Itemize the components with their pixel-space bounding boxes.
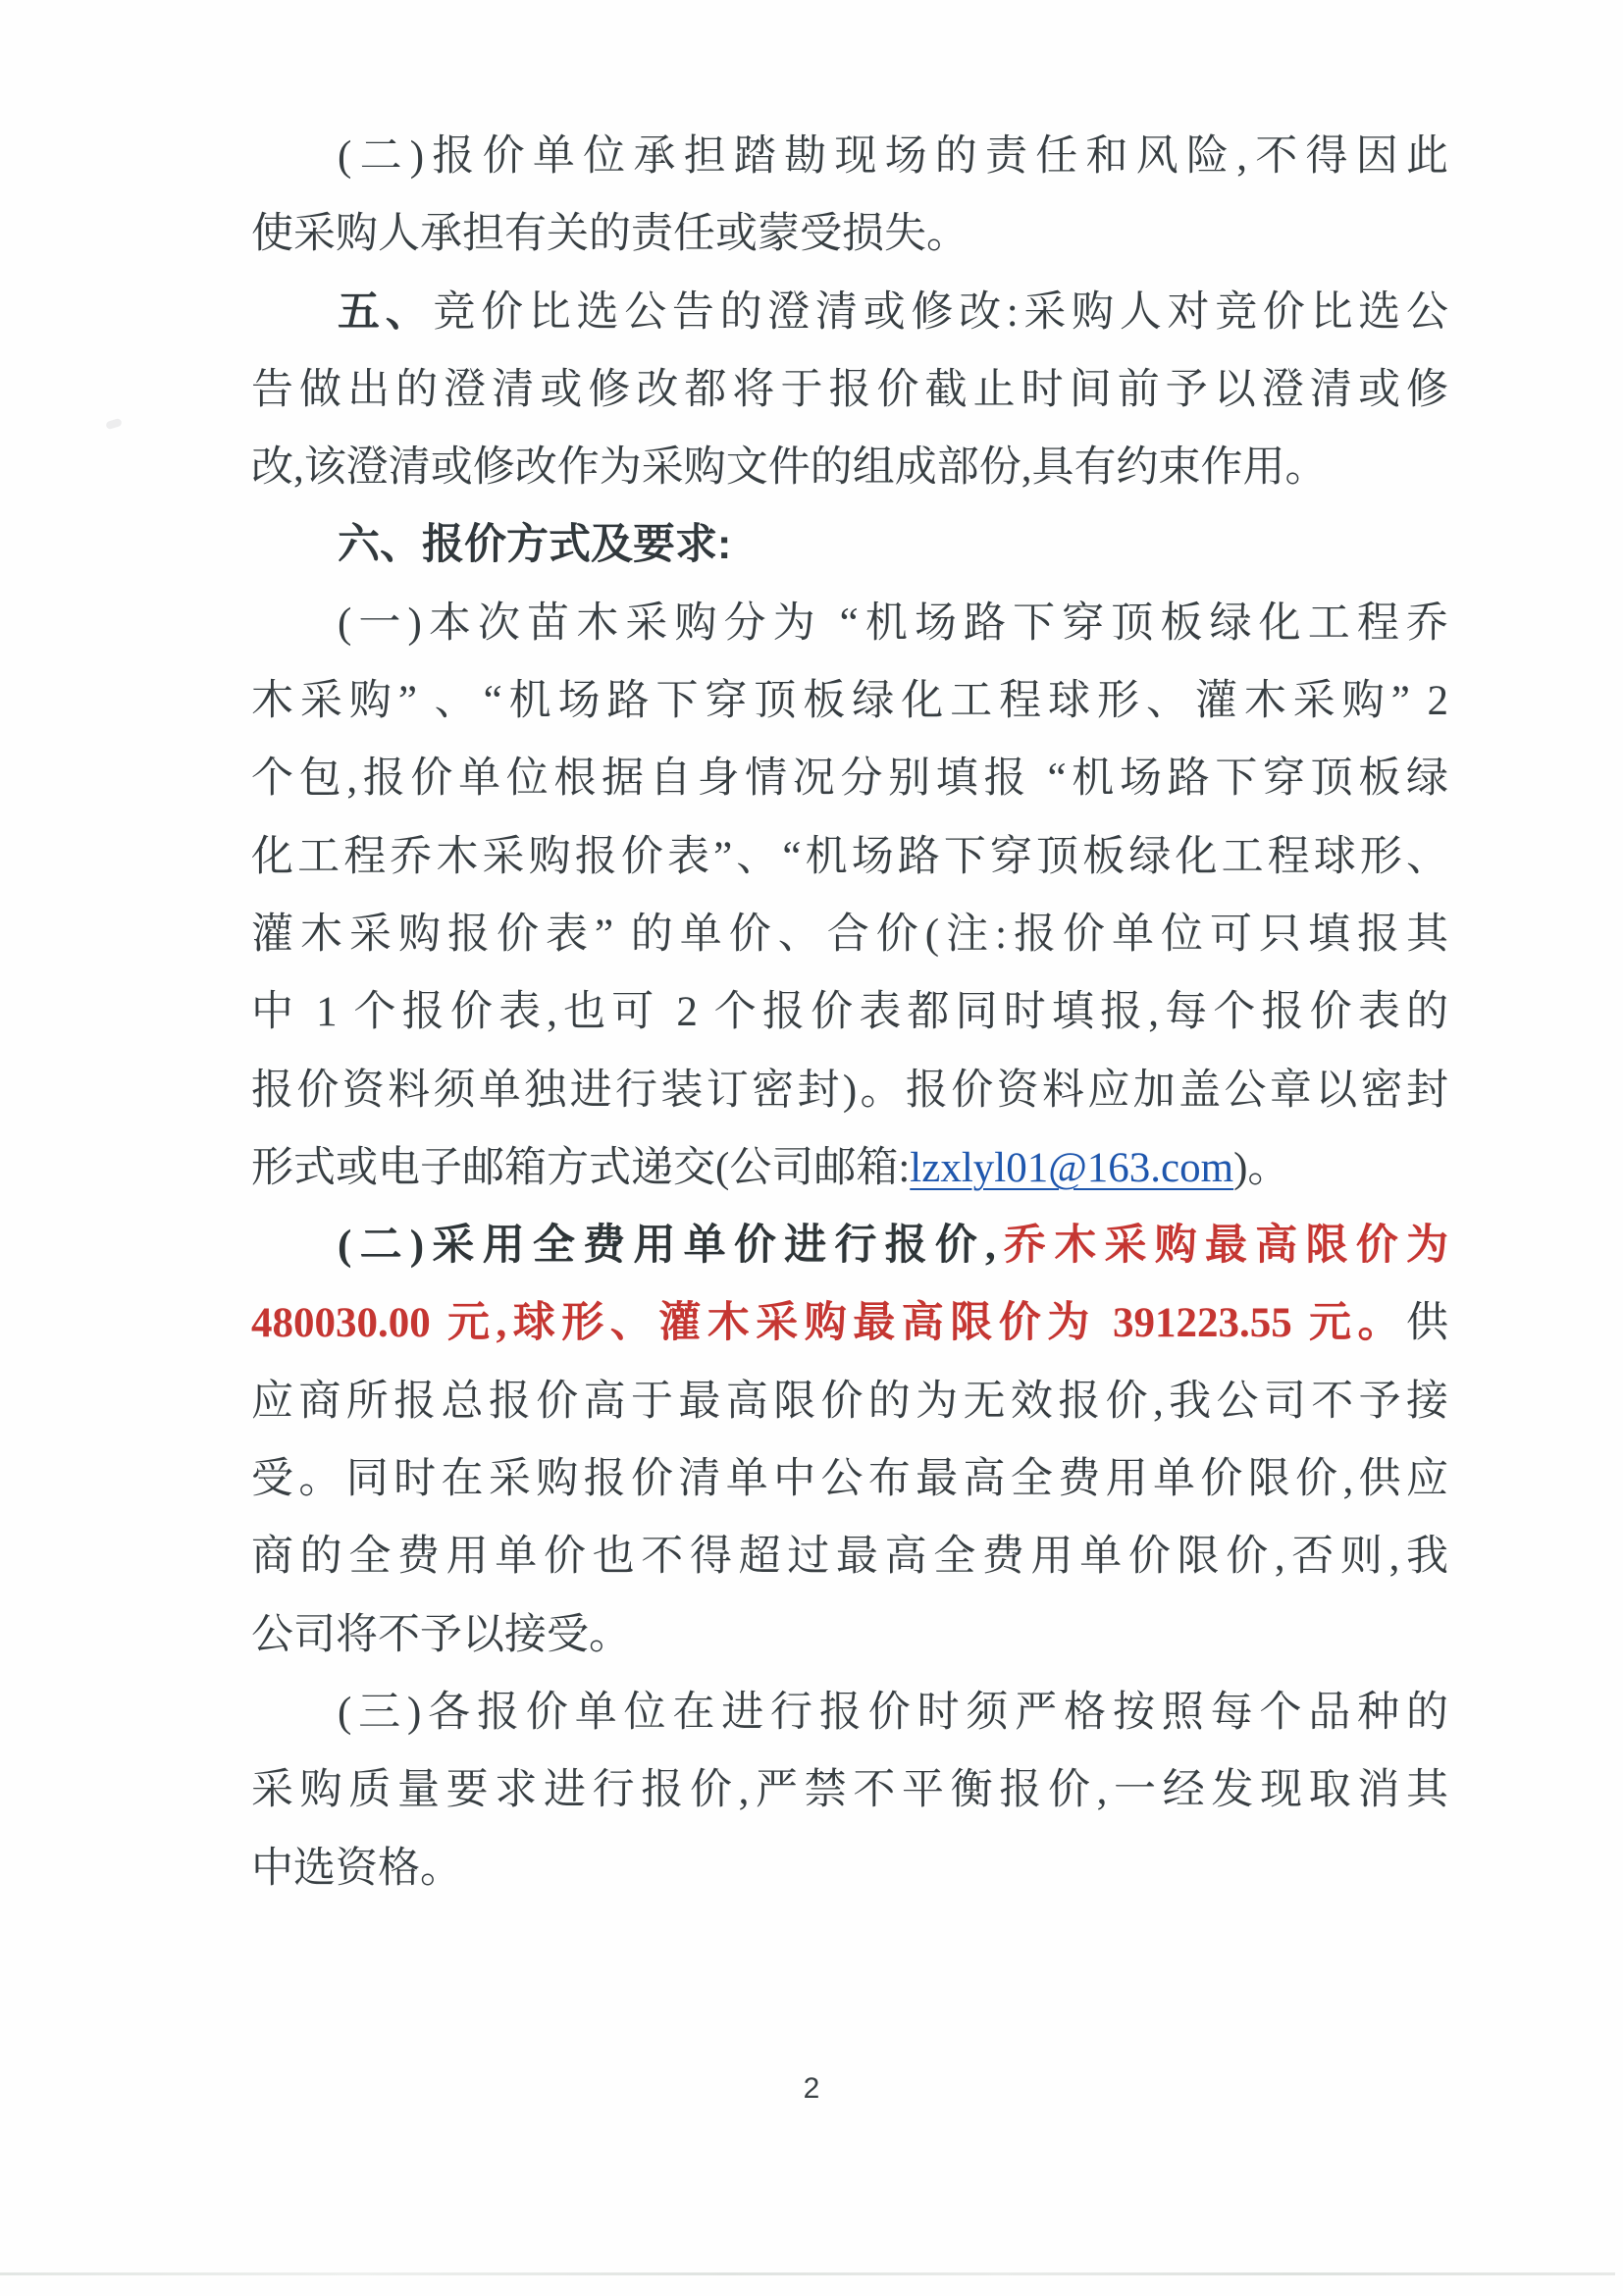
text-segment: 供 — [1406, 1300, 1448, 1347]
text-segment: (一)本次苗木采购分为 “机场路下穿顶板绿化工程乔 — [338, 600, 1448, 647]
text-line — [251, 585, 1448, 662]
page-number: 2 — [803, 2072, 820, 2105]
text-segment: 木采购” 、“机场路下穿顶板绿化工程球形、灌木采购” 2 — [251, 678, 1448, 725]
text-segment: 六、报价方式及要求: — [338, 521, 732, 569]
text-line — [251, 1830, 1448, 1907]
text-segment: 中选资格。 — [251, 1845, 462, 1892]
scan-artifact-line — [0, 2272, 1615, 2275]
scan-artifact-smudge — [105, 418, 123, 431]
text-line — [251, 429, 1448, 506]
text-line — [251, 662, 1448, 740]
text-segment: 480030.00 元,球形、灌木采购最高限价为 391223.55 元。 — [251, 1300, 1406, 1347]
text-line — [251, 1751, 1448, 1829]
text-segment: 竞价比选公告的澄清或修改:采购人对竞价比选公 — [433, 288, 1449, 336]
text-line — [251, 973, 1448, 1051]
text-segment: 形式或电子邮箱方式递交(公司邮箱: — [251, 1144, 911, 1191]
text-segment: 告做出的澄清或修改都将于报价截止时间前予以澄清或修 — [251, 366, 1448, 413]
text-segment: 公司将不予以接受。 — [251, 1611, 631, 1658]
text-segment: (三)各报价单位在进行报价时须严格按照每个品种的 — [338, 1689, 1448, 1736]
text-line — [251, 351, 1448, 429]
text-line — [251, 1596, 1448, 1674]
text-segment: 商的全费用单价也不得超过最高全费用单价限价,否则,我 — [251, 1534, 1448, 1581]
text-line — [251, 1284, 1448, 1362]
text-line — [251, 1518, 1448, 1595]
text-line — [251, 740, 1448, 817]
text-segment: (二)报价单位承担踏勘现场的责任和风险,不得因此 — [338, 133, 1448, 180]
text-line — [251, 1674, 1448, 1751]
text-line — [251, 1207, 1448, 1284]
email-link[interactable]: lzxlyl01@163.com — [910, 1144, 1234, 1191]
document-body — [251, 118, 1448, 1907]
text-line — [251, 896, 1448, 973]
text-segment: 五、 — [338, 287, 434, 336]
text-line — [251, 1052, 1448, 1129]
text-line — [251, 195, 1448, 273]
text-segment: 使采购人承担有关的责任或蒙受损失。 — [251, 211, 969, 258]
text-line — [251, 1129, 1448, 1207]
text-segment: 采购质量要求进行报价,严禁不平衡报价,一经发现取消其 — [251, 1767, 1448, 1814]
text-segment: 中 1 个报价表,也可 2 个报价表都同时填报,每个报价表的 — [251, 989, 1448, 1036]
text-segment: 化工程乔木采购报价表”、“机场路下穿顶板绿化工程球形、 — [251, 833, 1448, 880]
text-segment: 灌木采购报价表” 的单价、合价(注:报价单位可只填报其 — [251, 911, 1448, 958]
text-segment: 应商所报总报价高于最高限价的为无效报价,我公司不予接 — [251, 1378, 1448, 1425]
text-line — [251, 118, 1448, 195]
text-segment: 个包,报价单位根据自身情况分别填报 “机场路下穿顶板绿 — [251, 756, 1448, 803]
text-segment: 乔木采购最高限价为 — [995, 1223, 1449, 1270]
text-segment: 受。同时在采购报价清单中公布最高全费用单价限价,供应 — [251, 1456, 1448, 1503]
text-segment: (二)采用全费用单价进行报价, — [338, 1223, 996, 1270]
text-line — [251, 1363, 1448, 1440]
text-line — [251, 818, 1448, 896]
text-segment: 报价资料须单独进行装订密封)。报价资料应加盖公章以密封 — [251, 1067, 1448, 1114]
text-line — [251, 274, 1448, 351]
text-line — [251, 506, 1448, 584]
text-line — [251, 1440, 1448, 1518]
text-segment: )。 — [1233, 1144, 1290, 1191]
text-segment: 改,该澄清或修改作为采购文件的组成部份,具有约束作用。 — [251, 444, 1328, 492]
